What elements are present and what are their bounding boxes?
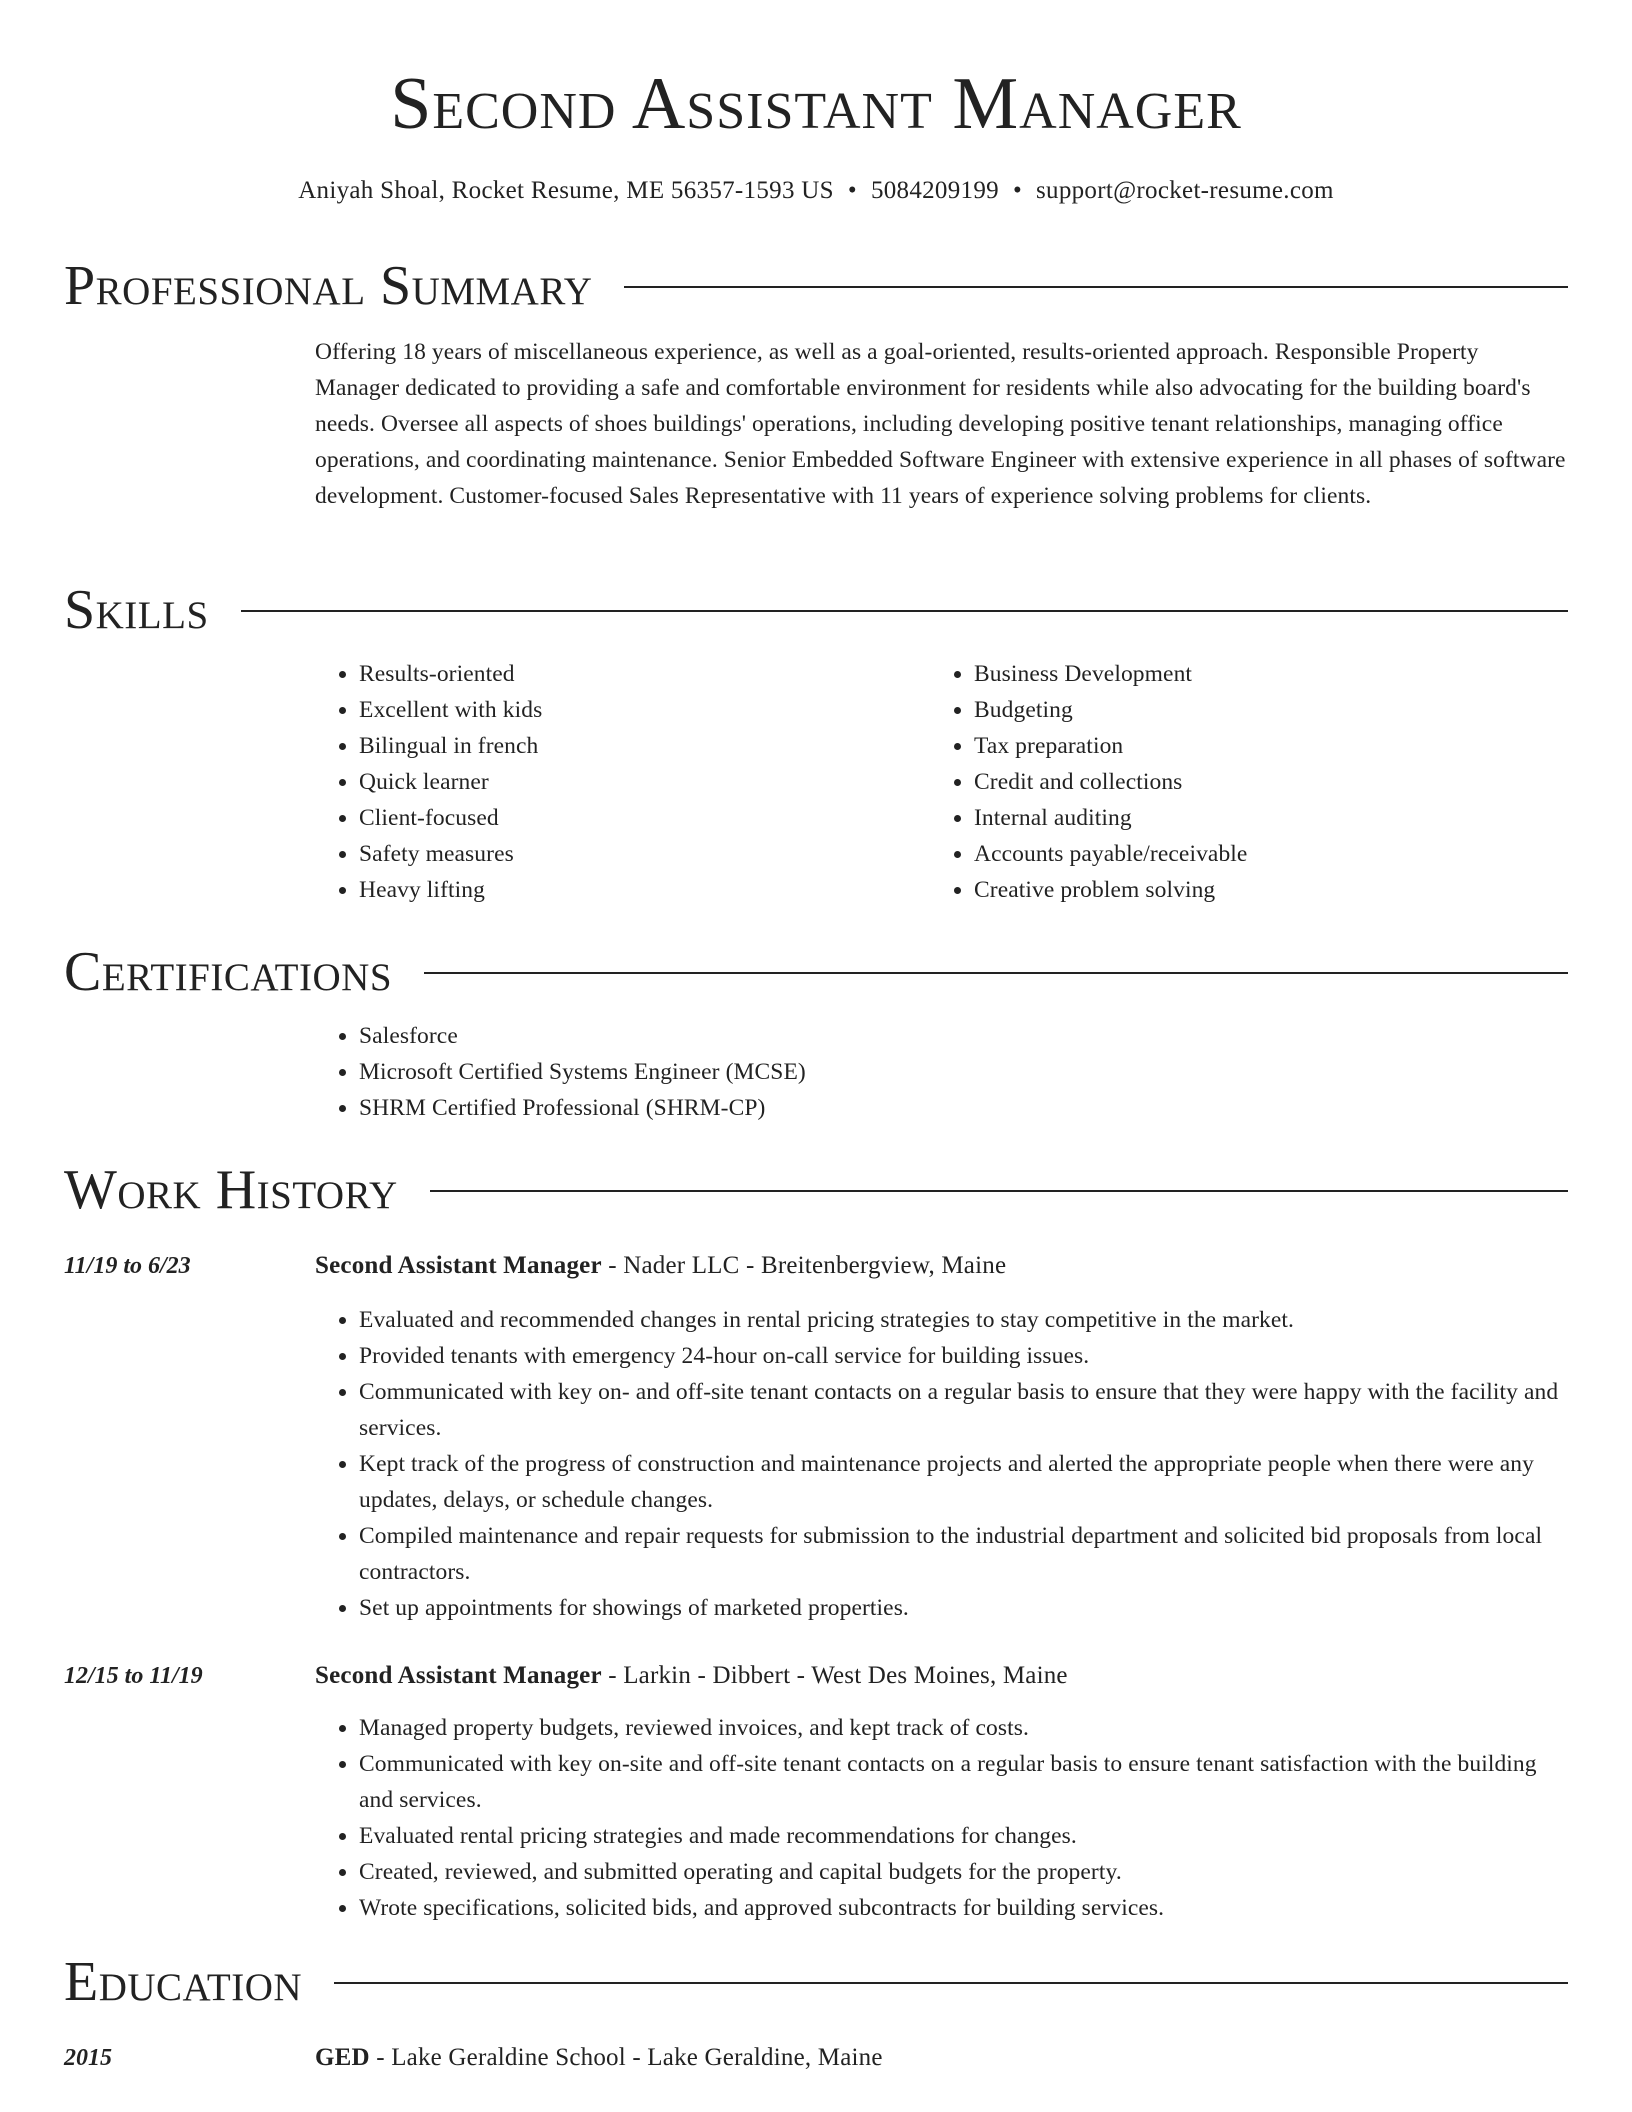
contact-separator: • [847, 177, 857, 204]
page-title: Second Assistant Manager [390, 63, 1242, 145]
job-bullet: • Wrote specifications, solicited bids, and approved subcontracts for building services. [359, 1890, 1568, 1926]
certification-item: • Salesforce [359, 1018, 1612, 1054]
contact-email: support@rocket-resume.com [1036, 177, 1334, 204]
skill-item: • Creative problem solving [974, 872, 1594, 908]
job-title: Second Assistant Manager [315, 1252, 602, 1279]
summary-text: Offering 18 years of miscellaneous experience, as well as a goal-oriented, results-oriented approach. Responsible Property Manager dedicated to providing a safe and comfortable environment for residents while also advocating for the building board's needs. Oversee all aspects of shoes buildings' operations, including developing positive tenant relationships, managing office operations, and coordinating maintenance. Senior Embedded Software Engineer with extensive experience in all phases of software development. Customer-focused Sales Representative with 11 years of experience solving problems for clients. [315, 339, 1566, 509]
job-dates: 11/19 to 6/23 [64, 1253, 191, 1279]
section-summary-header [64, 254, 1568, 318]
job-bullets [315, 1302, 1568, 1626]
job-employer: - Larkin - Dibbert - West Des Moines, Maine [601, 1662, 1068, 1689]
job-bullet: • Set up appointments for showings of marketed properties. [359, 1590, 1568, 1626]
section-divider [424, 972, 1568, 974]
skill-item: • Safety measures [359, 836, 919, 872]
skills-list-right [930, 656, 1594, 908]
skill-item: • Quick learner [359, 764, 919, 800]
certification-item: • SHRM Certified Professional (SHRM-CP) [359, 1090, 1612, 1126]
section-divider [624, 286, 1568, 288]
job-bullet: • Created, reviewed, and submitted operating and capital budgets for the property. [359, 1854, 1568, 1890]
section-education-header [64, 1950, 1568, 2014]
section-divider [334, 1982, 1568, 1984]
contact-line [64, 174, 1568, 208]
job-dates: 12/15 to 11/19 [64, 1663, 203, 1689]
education-year: 2015 [64, 2045, 112, 2071]
contact-separator: • [1012, 177, 1022, 204]
skill-item: • Accounts payable/receivable [974, 836, 1594, 872]
job-bullets [315, 1710, 1568, 1926]
job-title-line [315, 1248, 1568, 1284]
skill-item: • Client-focused [359, 800, 919, 836]
section-work-header [64, 1158, 1568, 1222]
skills-list-left [315, 656, 919, 908]
job-employer: - Nader LLC - Breitenbergview, Maine [601, 1252, 1007, 1279]
job-title-line [315, 1658, 1568, 1694]
section-skills-header [64, 578, 1568, 642]
contact-address: Aniyah Shoal, Rocket Resume, ME 56357-1593 US [298, 177, 834, 204]
job-bullet: • Managed property budgets, reviewed invoices, and kept track of costs. [359, 1710, 1568, 1746]
contact-phone: 5084209199 [870, 177, 999, 204]
certification-item: • Microsoft Certified Systems Engineer (MCSE) [359, 1054, 1612, 1090]
job-bullet: • Kept track of the progress of construction and maintenance projects and alerted the appropriate people when there were any updates, delays, or schedule changes. [359, 1446, 1568, 1518]
job-bullet: • Evaluated and recommended changes in rental pricing strategies to stay competitive in the market. [359, 1302, 1568, 1338]
section-divider [241, 610, 1568, 612]
skill-item: • Heavy lifting [359, 872, 919, 908]
education-school: - Lake Geraldine School - Lake Geraldine, Maine [369, 2044, 883, 2071]
job-bullet: • Evaluated rental pricing strategies and made recommendations for changes. [359, 1818, 1568, 1854]
job-title: Second Assistant Manager [315, 1662, 602, 1689]
job-bullet: • Communicated with key on- and off-site tenant contacts on a regular basis to ensure that they were happy with the facility and services. [359, 1374, 1568, 1446]
education-degree: GED [315, 2044, 370, 2071]
skill-item: • Internal auditing [974, 800, 1594, 836]
section-heading: Education [64, 1951, 303, 2013]
job-bullet: • Communicated with key on-site and off-site tenant contacts on a regular basis to ensure tenant satisfaction with the building and services. [359, 1746, 1568, 1818]
section-heading: Work History [64, 1159, 398, 1221]
skill-item: • Bilingual in french [359, 728, 919, 764]
section-divider [430, 1190, 1568, 1192]
job-bullet: • Compiled maintenance and repair requests for submission to the industrial department and solicited bid proposals from local contractors. [359, 1518, 1568, 1590]
skill-item: • Business Development [974, 656, 1594, 692]
education-line [315, 2040, 1568, 2076]
skill-item: • Credit and collections [974, 764, 1594, 800]
section-heading: Certifications [64, 941, 393, 1003]
section-certifications-header [64, 940, 1568, 1004]
skill-item: • Results-oriented [359, 656, 919, 692]
section-heading: Professional Summary [64, 255, 593, 317]
section-heading: Skills [64, 579, 209, 641]
job-bullet: • Provided tenants with emergency 24-hour on-call service for building issues. [359, 1338, 1568, 1374]
skill-item: • Excellent with kids [359, 692, 919, 728]
skill-item: • Budgeting [974, 692, 1594, 728]
certifications-list [315, 1018, 1612, 1126]
skill-item: • Tax preparation [974, 728, 1594, 764]
